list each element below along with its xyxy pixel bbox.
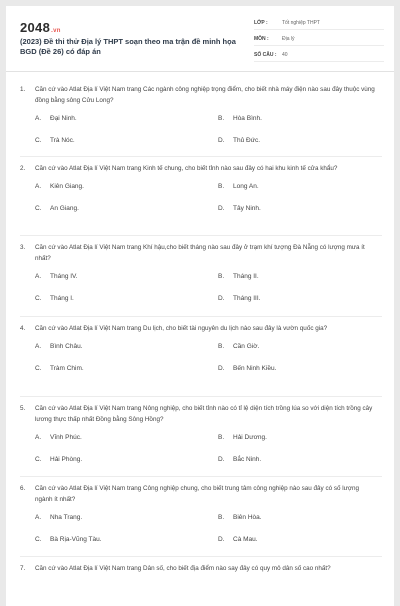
option-letter: C. (35, 295, 42, 302)
question-3 (20, 242, 382, 314)
option-text: Long An. (233, 183, 259, 190)
option-letter: A. (35, 183, 42, 190)
option-text: Tháng II. (233, 273, 259, 280)
option-letter: A. (35, 434, 42, 441)
option-text: Biên Hòa. (233, 514, 262, 521)
question-7 (20, 563, 382, 574)
question-6 (20, 483, 382, 555)
option-text: Tháng III. (233, 295, 261, 302)
option-letter: A. (35, 273, 42, 280)
page-header (6, 6, 394, 72)
option-a[interactable] (35, 183, 84, 190)
answer-options (20, 106, 382, 156)
meta-key: MÔN : (254, 35, 269, 42)
option-c[interactable] (35, 365, 84, 372)
option-text: Bà Rịa-Vũng Tàu. (50, 536, 102, 543)
option-c[interactable] (35, 137, 75, 144)
question-4 (20, 323, 382, 384)
option-letter: C. (35, 456, 42, 463)
question-number: 3. (20, 244, 26, 251)
option-letter: C. (35, 137, 42, 144)
option-letter: B. (218, 434, 225, 441)
option-d[interactable] (218, 365, 276, 372)
question-number: 2. (20, 165, 26, 172)
question-text: Căn cứ vào Atlat Địa lí Việt Nam trang Kinh tế chung, cho biết tỉnh nào sau đây có hai khu kinh tế cửa khẩu? (35, 165, 338, 172)
option-text: An Giang. (50, 205, 79, 212)
option-text: Trà Nóc. (50, 137, 75, 144)
option-letter: D. (218, 536, 225, 543)
option-text: Kiên Giang. (50, 183, 84, 190)
question-number: 7. (20, 565, 26, 572)
exam-meta (254, 16, 384, 64)
option-text: Hải Dương. (233, 434, 267, 441)
option-text: Tháng I. (50, 295, 74, 302)
logo-suffix: .vn (51, 28, 61, 34)
option-text: Vĩnh Phúc. (50, 434, 82, 441)
option-letter: C. (35, 536, 42, 543)
answer-options (20, 264, 382, 314)
option-a[interactable] (35, 434, 82, 441)
question-text: Căn cứ vào Atlat Địa lí Việt Nam trang Công nghiệp chung, cho biết trung tâm công nghiệp nào sau đây có số lượng ngành ít nhất? (35, 485, 359, 503)
option-letter: D. (218, 365, 225, 372)
option-a[interactable] (35, 273, 78, 280)
question-2 (20, 163, 382, 224)
question-divider (20, 235, 382, 236)
option-c[interactable] (35, 456, 82, 463)
option-b[interactable] (218, 273, 259, 280)
logo-text: 2048 (20, 20, 51, 35)
option-d[interactable] (218, 536, 258, 543)
option-text: Tây Ninh. (233, 205, 261, 212)
question-number: 5. (20, 405, 26, 412)
question-text: Căn cứ vào Atlat Địa lí Việt Nam trang Khí hậu,cho biết tháng nào sau đây ở trạm khí tượng Đà Nẵng có lượng mưa ít nhất? (35, 244, 365, 262)
question-divider (20, 396, 382, 397)
option-d[interactable] (218, 295, 260, 302)
option-c[interactable] (35, 205, 79, 212)
option-letter: C. (35, 365, 42, 372)
answer-options (20, 425, 382, 475)
option-text: Hải Phòng. (50, 456, 83, 463)
option-text: Bắc Ninh. (233, 456, 262, 463)
exam-page (6, 6, 394, 606)
option-b[interactable] (218, 514, 262, 521)
option-b[interactable] (218, 343, 259, 350)
option-text: Cần Giờ. (233, 343, 260, 350)
option-a[interactable] (35, 343, 83, 350)
option-text: Nha Trang. (50, 514, 83, 521)
option-a[interactable] (35, 115, 77, 122)
option-d[interactable] (218, 456, 261, 463)
option-letter: B. (218, 183, 225, 190)
option-a[interactable] (35, 514, 82, 521)
option-letter: A. (35, 115, 42, 122)
option-letter: B. (218, 273, 225, 280)
answer-options (20, 505, 382, 555)
meta-row-count (254, 48, 384, 62)
option-text: Tràm Chim. (50, 365, 84, 372)
question-divider (20, 316, 382, 317)
question-text: Căn cứ vào Atlat Địa lí Việt Nam trang Các ngành công nghiệp trọng điểm, cho biết nhà máy điện nào sau đây thuộc vùng đồng bằng sông Cửu Long? (35, 86, 375, 104)
question-text: Căn cứ vào Atlat Địa lí Việt Nam trang Dân số, cho biết địa điểm nào say đây có quy mô dân số cao nhất? (35, 565, 331, 572)
question-text: Căn cứ vào Atlat Địa lí Việt Nam trang Nông nghiệp, cho biết tỉnh nào có tỉ lệ diện tích trồng lúa so với diện tích trồng cây lương thực thấp nhất Đồng bằng Sông Hồng? (35, 405, 373, 423)
option-c[interactable] (35, 295, 74, 302)
question-5 (20, 403, 382, 475)
meta-key: LỚP : (254, 19, 268, 26)
meta-value: Địa lý (282, 35, 295, 42)
exam-title: (2023) Đề thi thử Địa lý THPT soạn theo ma trận đề minh họa BGD (Đề 26) có đáp án (20, 37, 236, 56)
option-text: Bến Ninh Kiều. (233, 365, 277, 372)
question-number: 1. (20, 86, 26, 93)
option-letter: D. (218, 137, 225, 144)
option-b[interactable] (218, 115, 262, 122)
site-logo[interactable] (20, 20, 61, 35)
option-letter: B. (218, 115, 225, 122)
option-letter: B. (218, 343, 225, 350)
meta-key: SỐ CÂU : (254, 51, 277, 58)
meta-value: 40 (282, 51, 288, 58)
option-d[interactable] (218, 205, 261, 212)
answer-options (20, 174, 382, 224)
option-c[interactable] (35, 536, 102, 543)
question-divider (20, 156, 382, 157)
option-text: Thủ Đức. (233, 137, 261, 144)
question-number: 4. (20, 325, 26, 332)
option-letter: D. (218, 295, 225, 302)
question-text: Căn cứ vào Atlat Địa lí Việt Nam trang Du lịch, cho biết tài nguyên du lịch nào sau đây là vườn quốc gia? (35, 325, 328, 332)
option-text: Hòa Bình. (233, 115, 262, 122)
option-letter: A. (35, 343, 42, 350)
option-letter: A. (35, 514, 42, 521)
meta-row-class (254, 16, 384, 30)
option-b[interactable] (218, 183, 259, 190)
option-letter: D. (218, 205, 225, 212)
answer-options (20, 334, 382, 384)
option-letter: D. (218, 456, 225, 463)
option-text: Cà Mau. (233, 536, 258, 543)
option-b[interactable] (218, 434, 267, 441)
question-number: 6. (20, 485, 26, 492)
option-text: Đại Ninh. (50, 115, 77, 122)
option-letter: B. (218, 514, 225, 521)
option-d[interactable] (218, 137, 260, 144)
meta-row-subject (254, 32, 384, 46)
question-1 (20, 84, 382, 156)
option-letter: C. (35, 205, 42, 212)
option-text: Tháng IV. (50, 273, 78, 280)
question-divider (20, 556, 382, 557)
meta-value: Tốt nghiệp THPT (282, 19, 320, 26)
question-divider (20, 476, 382, 477)
option-text: Bình Châu. (50, 343, 83, 350)
